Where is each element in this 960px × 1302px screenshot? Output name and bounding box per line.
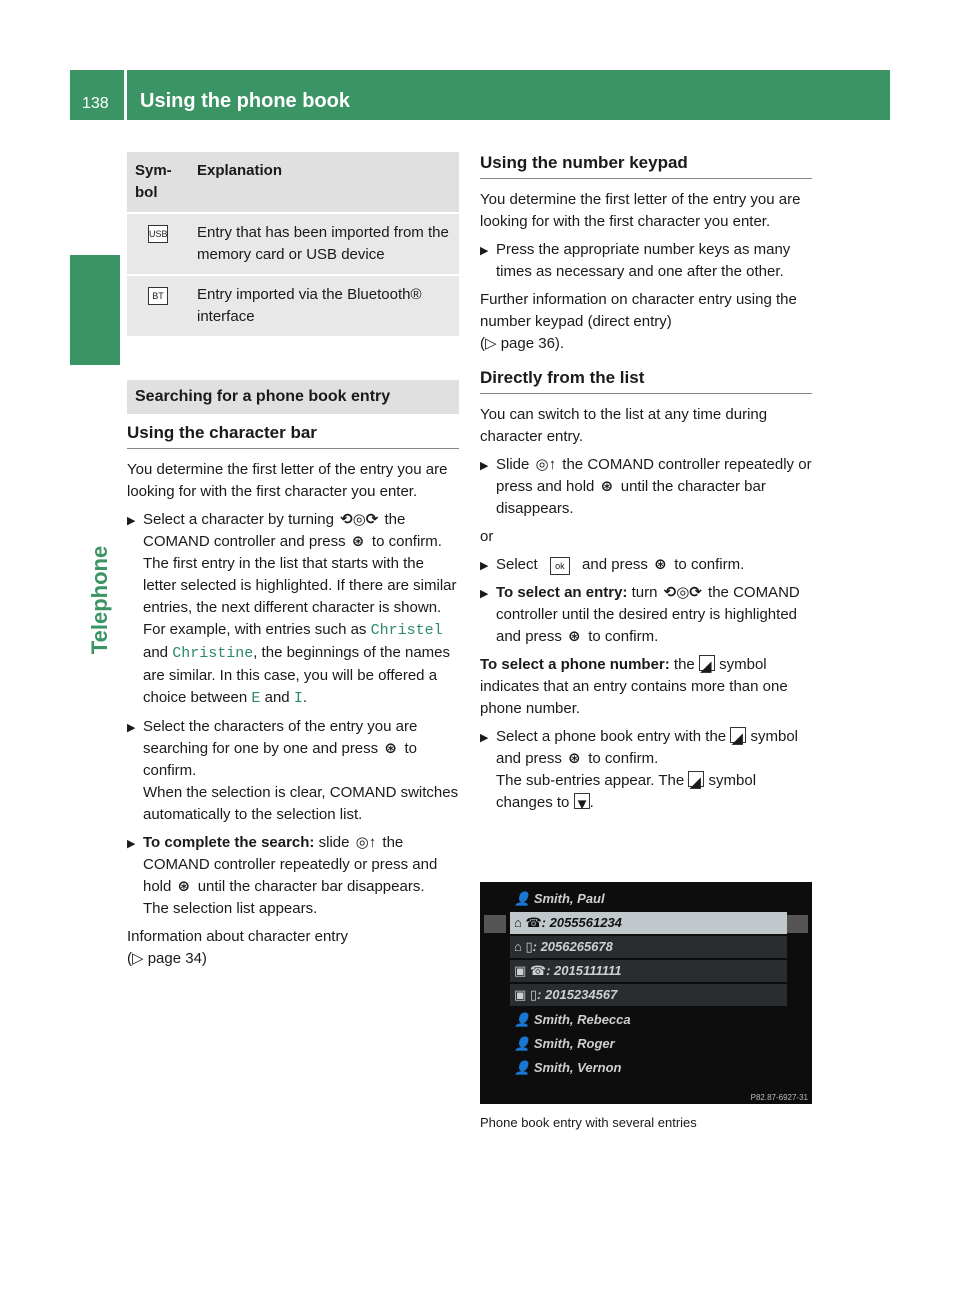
- or-text: or: [480, 528, 494, 545]
- controller-press-icon: ⊛: [568, 628, 581, 645]
- image-reference: P82.87-6927-31: [750, 1093, 808, 1102]
- instruction-step: ▶ Select the characters of the entry you are searching for one by one and press ⊛ to confirm. When the selection is clear, COMAND switches automatically to the selection list.: [127, 716, 459, 826]
- controller-slide-icon: ◎↑: [535, 456, 557, 473]
- example-letter-i: I: [293, 690, 303, 707]
- usb-import-icon: USB: [148, 225, 168, 243]
- list-item: ▣ ☎: 2015111111: [510, 960, 787, 982]
- list-item: 👤 Smith, Rebecca: [514, 1012, 631, 1027]
- paragraph: You determine the first letter of the entry you are looking for with the first character you enter.: [480, 191, 801, 230]
- controller-press-icon: ⊛: [177, 878, 191, 895]
- page-reference: (▷ page 36).: [480, 335, 565, 352]
- table-row: [127, 213, 459, 275]
- section-heading: Searching for a phone book entry: [127, 380, 459, 414]
- table-cell-text: Entry imported via the Bluetooth® interface: [189, 275, 459, 337]
- table-header-explanation: Explanation: [189, 152, 459, 213]
- controller-press-icon: ⊛: [351, 533, 365, 550]
- instruction-step: ▶ Select a phone book entry with the ◢ symbol and press ⊛ to confirm. The sub-entries appear. The ◢ symbol changes to ▼.: [480, 726, 812, 814]
- figure-caption: Phone book entry with several entries: [480, 1115, 697, 1130]
- phone-book-screenshot: [480, 882, 812, 1104]
- instruction-step: ▶ To select an entry: turn ⟲◎⟳ the COMAND controller until the desired entry is highlighted and press ⊛ to confirm.: [480, 582, 812, 648]
- controller-turn-icon: ⟲◎⟳: [663, 584, 702, 601]
- example-letter-e: E: [251, 690, 261, 707]
- list-item: ⌂ ☎: 2055561234: [510, 912, 787, 934]
- list-item: 👤 Smith, Vernon: [514, 1060, 622, 1075]
- subsection-heading: Using the character bar: [127, 422, 459, 449]
- back-icon: [484, 915, 506, 933]
- side-tab: [70, 255, 120, 365]
- paragraph: To select a phone number: the ◢ symbol indicates that an entry contains more than one phone number.: [480, 656, 788, 717]
- list-item: 👤 Smith, Paul: [514, 891, 605, 906]
- controller-press-icon: ⊛: [654, 556, 667, 573]
- multiple-numbers-icon: ◢: [730, 727, 746, 743]
- controller-press-icon: ⊛: [384, 740, 397, 757]
- instruction-step: ▶ Select ok and press ⊛ to confirm.: [480, 554, 812, 576]
- example-christine: Christine: [172, 645, 254, 662]
- table-row: [127, 275, 459, 337]
- list-item: 👤 Smith, Roger: [514, 1036, 615, 1051]
- example-christel: Christel: [370, 622, 443, 639]
- instruction-step: ▶ To complete the search: slide ◎↑ the COMAND controller repeatedly or press and hold ⊛ until the character bar disappears. The selection list appears.: [127, 832, 459, 920]
- table-header-symbol: Sym- bol: [127, 152, 189, 213]
- ok-key-icon: ok: [550, 557, 570, 575]
- symbol-table: [127, 152, 459, 338]
- controller-press-icon: ⊛: [600, 478, 614, 495]
- table-cell-text: Entry that has been imported from the memory card or USB device: [189, 213, 459, 275]
- controller-turn-icon: ⟲◎⟳: [340, 511, 379, 528]
- controller-slide-icon: ◎↑: [355, 834, 377, 851]
- page-reference: (▷ page 34): [127, 950, 207, 967]
- expanded-entry-icon: ▼: [574, 793, 590, 809]
- side-section-label: Telephone: [87, 545, 112, 655]
- table-cell-symbol: [127, 213, 189, 275]
- list-item: ⌂ ▯: 2056265678: [510, 936, 787, 958]
- info-text: Information about character entry: [127, 928, 348, 945]
- paragraph: Further information on character entry using the number keypad (direct entry): [480, 291, 797, 330]
- paragraph: You can switch to the list at any time during character entry.: [480, 406, 768, 445]
- list-item: ▣ ▯: 2015234567: [510, 984, 787, 1006]
- page-title: Using the phone book: [140, 90, 350, 112]
- right-column: [480, 152, 812, 820]
- multiple-numbers-icon: ◢: [688, 771, 704, 787]
- subsection-heading: Using the number keypad: [480, 152, 812, 179]
- subsection-heading: Directly from the list: [480, 367, 812, 394]
- table-cell-symbol: [127, 275, 189, 337]
- controller-press-icon: ⊛: [568, 750, 581, 767]
- menu-icon: [786, 915, 808, 933]
- instruction-step: ▶ Select a character by turning ⟲◎⟳ the COMAND controller and press ⊛ to confirm. The first entry in the list that starts with the letter selected is highlighted. If there are similar entries, the next different character is shown. For example, with entries such as Christel and Christine, the beginnings of the names are similar. In this case, you will be offered a choice between E and I.: [127, 509, 459, 710]
- bluetooth-import-icon: BT: [148, 287, 168, 305]
- multiple-numbers-icon: ◢: [699, 655, 715, 671]
- intro-paragraph: You determine the first letter of the entry you are looking for with the first character you enter.: [127, 461, 448, 500]
- page-number: 138: [82, 95, 109, 112]
- instruction-step: ▶ Press the appropriate number keys as many times as necessary and one after the other.: [480, 239, 812, 283]
- left-column: [127, 152, 459, 976]
- header-separator: [124, 70, 127, 120]
- instruction-step: ▶ Slide ◎↑ the COMAND controller repeatedly or press and hold ⊛ until the character bar disappears.: [480, 454, 812, 520]
